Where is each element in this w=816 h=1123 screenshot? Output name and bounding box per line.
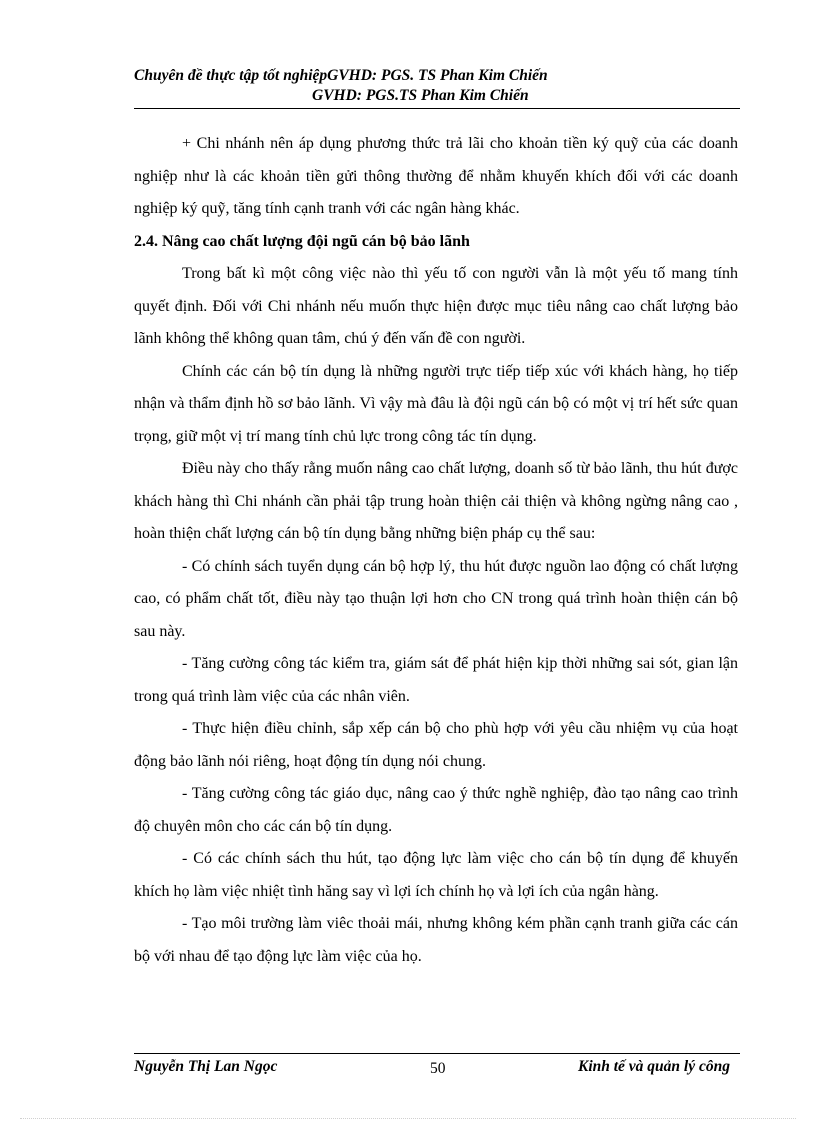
paragraph: Điều này cho thấy rằng muốn nâng cao chất lượng, doanh số từ bảo lãnh, thu hút được khách hàng thì Chi nhánh cần phải tập trung hoàn thiện cải thiện và không ngừng nâng cao , hoàn thiện chất lượng cán bộ tín dụng bằng những biện pháp cụ thể sau: [134,460,738,542]
page-footer [134,1056,740,1080]
list-item: - Có chính sách tuyển dụng cán bộ hợp lý, thu hút được nguồn lao động có chất lượng cao, có phẩm chất tốt, điều này tạo thuận lợi hơn cho CN trong quá trình hoàn thiện cán bộ sau này. [134,557,738,640]
header-divider [134,108,740,109]
list-item: - Tăng cường công tác kiểm tra, giám sát để phát hiện kịp thời những sai sót, gian lận trong quá trình làm việc của các nhân viên. [134,655,738,705]
header-supervisor-line: GVHD: PGS.TS Phan Kim Chiến [312,87,529,104]
list-item: - Tạo môi trường làm viêc thoải mái, nhưng không kém phần cạnh tranh giữa các cán bộ với nhau để tạo động lực làm việc của họ. [134,915,738,965]
list-item: - Tăng cường công tác giáo dục, nâng cao ý thức nghề nghiệp, đào tạo nâng cao trình độ chuyên môn cho các cán bộ tín dụng. [134,785,738,835]
section-heading: 2.4. Nâng cao chất lượng đội ngũ cán bộ bảo lãnh [134,232,470,250]
page-number: 50 [430,1060,446,1077]
footer-divider [134,1053,740,1054]
paragraph: + Chi nhánh nên áp dụng phương thức trả lãi cho khoản tiền ký quỹ của các doanh nghiệp như là các khoản tiền gửi thông thường để nhằm khuyến khích đối với các doanh nghiệp ký quỹ, tăng tính cạnh tranh với các ngân hàng khác. [134,135,738,217]
paragraph: Trong bất kì một công việc nào thì yếu tố con người vẫn là một yếu tố mang tính quyết định. Đối với Chi nhánh nếu muốn thực hiện được mục tiêu nâng cao chất lượng bảo lãnh không thể không quan tâm, chú ý đến vấn đề con người. [134,265,738,347]
list-item: - Thực hiện điều chỉnh, sắp xếp cán bộ cho phù hợp với yêu cầu nhiệm vụ của hoạt động bảo lãnh nói riêng, hoạt động tín dụng nói chung. [134,720,738,770]
document-body [134,128,738,973]
footer-department: Kinh tế và quản lý công [577,1058,730,1075]
paragraph: Chính các cán bộ tín dụng là những người trực tiếp tiếp xúc với khách hàng, họ tiếp nhận và thẩm định hồ sơ bảo lãnh. Vì vậy mà đâu là đội ngũ cán bộ có một vị trí hết sức quan trọng, giữ một vị trí mang tính chủ lực trong công tác tín dụng. [134,362,738,445]
list-item: - Có các chính sách thu hút, tạo động lực làm việc cho cán bộ tín dụng để khuyến khích họ làm việc nhiệt tình hăng say vì lợi ích chính họ và lợi ích của ngân hàng. [134,850,738,900]
page-header [134,66,740,106]
page-bottom-edge [20,1118,796,1119]
header-title-line: Chuyên đề thực tập tốt nghiệpGVHD: PGS. TS Phan Kim Chiến [134,67,548,84]
footer-author: Nguyễn Thị Lan Ngọc [134,1058,278,1075]
